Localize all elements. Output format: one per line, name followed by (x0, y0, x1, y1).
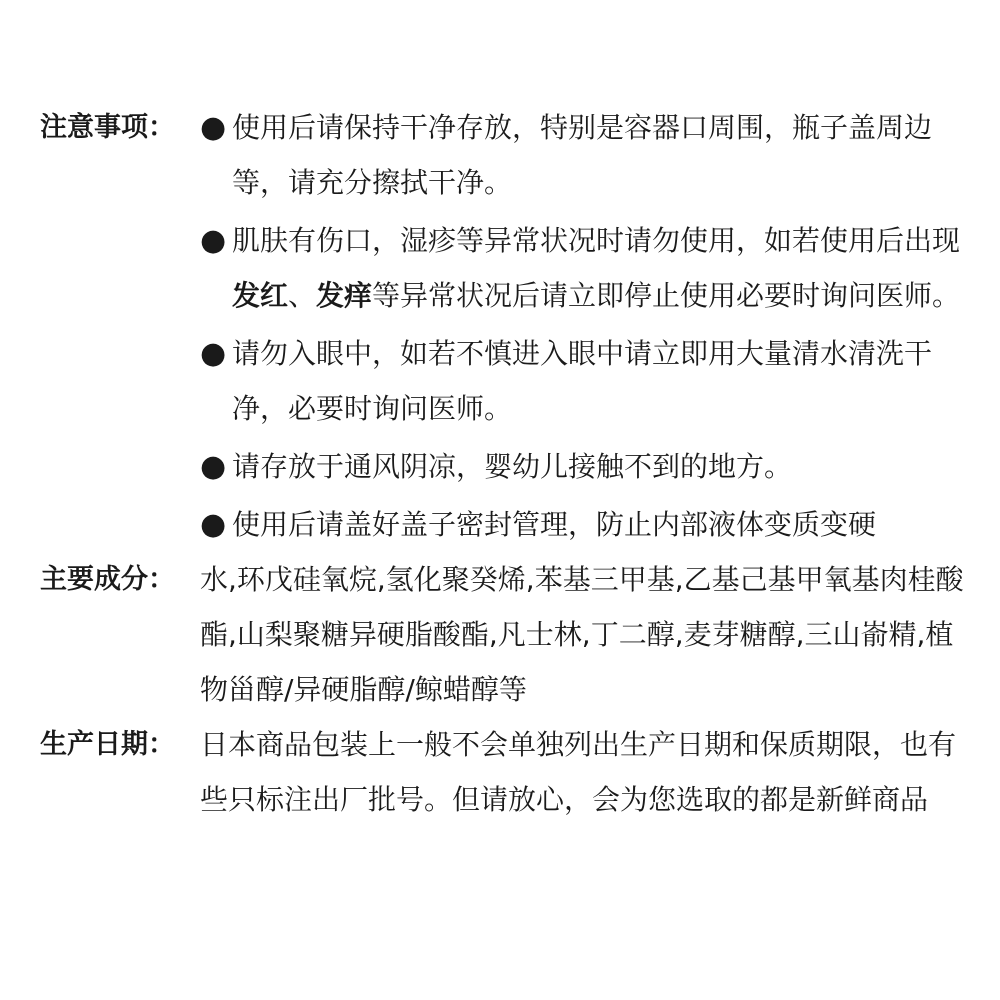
product-notes (40, 100, 970, 897)
notice-item-text-part: 等异常状况后请立即停止使用必要时询问医师。 (372, 279, 961, 312)
notice-item-text-part: 肌肤有伤口，湿疹等异常状况时请勿使用，如若使用后出现 (232, 224, 961, 257)
ingredients-label: 主要成分： (40, 564, 175, 595)
notice-item-text-part: 请存放于通风阴凉，婴幼儿接触不到的地方。 (232, 450, 793, 483)
notice-section (40, 100, 970, 552)
notice-item-text (232, 497, 970, 552)
notice-item-text (232, 213, 970, 323)
notice-item-text-part: 、 (288, 279, 317, 312)
notice-item (200, 213, 970, 323)
notice-item-text (232, 326, 970, 436)
notice-item (200, 326, 970, 436)
notice-list (200, 100, 970, 552)
notice-item-text (232, 439, 970, 494)
emphasis-redness: 发红 (232, 279, 289, 312)
notice-label: 注意事项： (40, 112, 175, 143)
notice-item (200, 100, 970, 210)
notice-item (200, 439, 970, 494)
ingredients-section (40, 552, 970, 717)
bullet-dot-icon: ● (200, 336, 227, 371)
notice-item-text-part: 使用后请盖好盖子密封管理，防止内部液体变质变硬 (232, 508, 877, 541)
bullet-dot-icon: ● (200, 110, 227, 145)
production-date-section (40, 717, 970, 827)
notice-item-text-part: 使用后请保持干净存放，特别是容器口周围，瓶子盖周边等，请充分擦拭干净。 (232, 111, 933, 199)
bullet-dot-icon: ● (200, 507, 227, 542)
notice-item-text (232, 100, 970, 210)
bullet-dot-icon: ● (200, 223, 227, 258)
notice-item-text-part: 请勿入眼中，如若不慎进入眼中请立即用大量清水清洗干净，必要时询问医师。 (232, 337, 933, 425)
production-date-text: 日本商品包装上一般不会单独列出生产日期和保质期限，也有些只标注出厂批号。但请放心，会为您选取的都是新鲜商品 (200, 728, 957, 816)
emphasis-itching: 发痒 (316, 279, 373, 312)
production-date-label: 生产日期： (40, 729, 175, 760)
bullet-dot-icon: ● (200, 449, 227, 484)
notice-item (200, 497, 970, 552)
ingredients-text: 水,环戊硅氧烷,氢化聚癸烯,苯基三甲基,乙基己基甲氧基肉桂酸酯,山梨聚糖异硬脂酸酯,凡士林,丁二醇,麦芽糖醇,三山嵛精,植物甾醇/异硬脂醇/鲸蜡醇等 (200, 563, 964, 706)
